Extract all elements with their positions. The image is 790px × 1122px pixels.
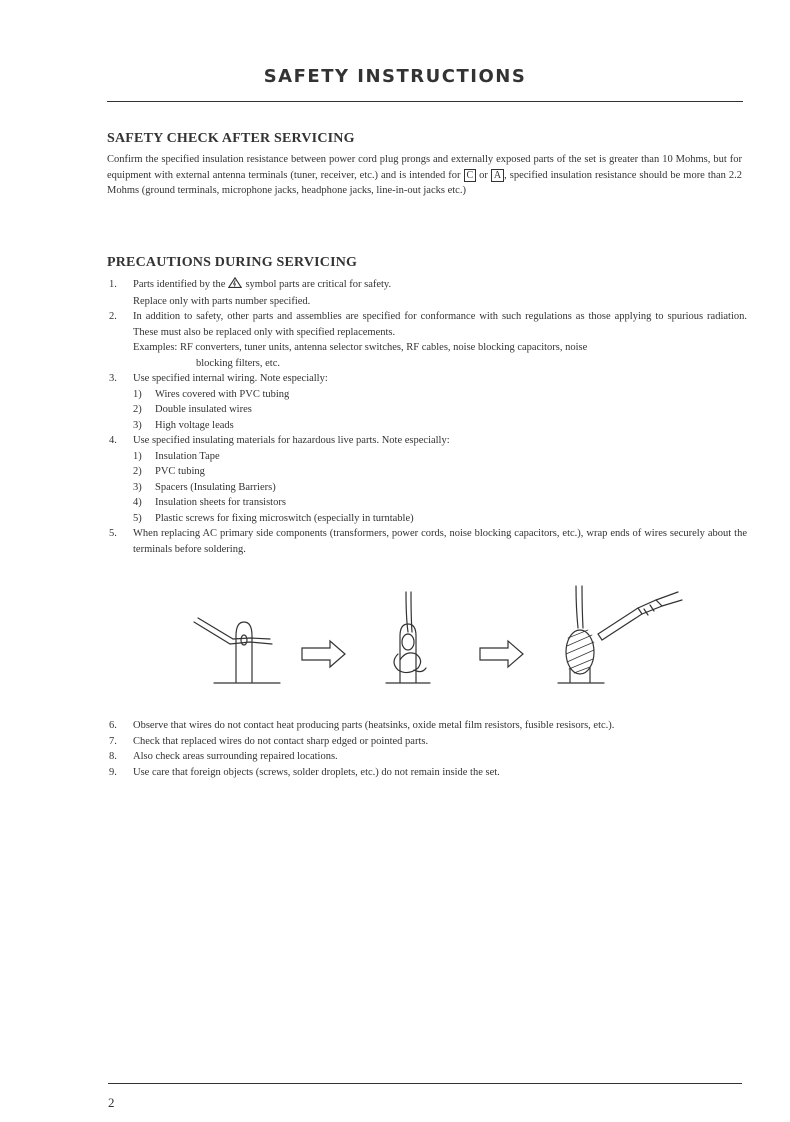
step-1-wire-insert: [194, 618, 280, 683]
precaution-item-3: [107, 371, 747, 433]
page-title: SAFETY INSTRUCTIONS: [263, 66, 527, 87]
safety-check-paragraph: [107, 152, 742, 199]
sub-item: 4) Insulation sheets for transistors: [133, 497, 286, 508]
item-3-text: Use specified internal wiring. Note especially:: [133, 373, 328, 384]
warning-triangle-icon: [228, 277, 242, 294]
item-2-text: In addition to safety, other parts and assemblies are specified for conformance with such regulations as those applying to spurious radiation. These must also be replaced only with specified replacements.: [133, 311, 747, 338]
step-3-soldering: [558, 586, 682, 683]
precaution-item-7: 7. Check that replaced wires do not contact sharp edged or pointed parts.: [109, 735, 429, 747]
item-1-text-pre: Parts identified by the: [133, 279, 226, 290]
sub-item: 2) Double insulated wires: [133, 404, 252, 415]
precaution-item-8: 8. Also check areas surrounding repaired locations.: [109, 751, 338, 762]
item-5-text: When replacing AC primary side components (transformers, power cords, noise blocking capacitors, etc.), wrap ends of wires securely about the terminals before soldering.: [133, 528, 747, 555]
safety-check-heading: SAFETY CHECK AFTER SERVICING: [107, 131, 355, 146]
item-number: 2.: [109, 311, 117, 322]
item-number: 4.: [109, 435, 117, 446]
item-1-line-2: Replace only with parts number specified.: [133, 295, 311, 307]
precaution-item-1: [107, 277, 747, 309]
sub-item: 5) Plastic screws for fixing microswitch (especially in turntable): [133, 512, 414, 524]
safety-check-text-2: , specified insulation resistance should be more than 2.2 Mohms (ground terminals, microphone jacks, headphone jacks, line-in-out jacks etc.): [107, 169, 743, 196]
page-number: 2: [108, 1095, 115, 1110]
sub-item: 2) PVC tubing: [133, 466, 205, 477]
title-rule: [107, 101, 743, 102]
arrow-right-icon: [480, 641, 523, 667]
sub-item: 3) Spacers (Insulating Barriers): [133, 481, 276, 493]
sub-item: 1) Insulation Tape: [133, 450, 220, 462]
item-number: 5.: [109, 528, 117, 539]
precaution-item-6: 6. Observe that wires do not contact heat producing parts (heatsinks, oxide metal film resistors, fusible resisors, etc.).: [109, 720, 615, 731]
item-4-text: Use specified insulating materials for hazardous live parts. Note especially:: [133, 435, 450, 446]
item-6-text: Observe that wires do not contact heat producing parts (heatsinks, oxide metal film resistors, fusible resisors, etc.).: [133, 720, 615, 731]
or-text: or: [479, 169, 488, 181]
class-c-box: C: [464, 169, 477, 182]
footer-rule: [108, 1083, 742, 1084]
step-2-wire-wrapped: [386, 592, 430, 683]
item-8-text: Also check areas surrounding repaired locations.: [133, 751, 338, 762]
precaution-item-2: [107, 309, 747, 371]
item-1-text-post: symbol parts are critical for safety.: [245, 279, 392, 290]
safety-check-text-1: Confirm the specified insulation resistance between power cord plug prongs and externally exposed parts of the set is greater than 10 Mohms, but for equipment with external antenna terminals (tuner, receiver, etc.) and is intended for: [107, 154, 742, 181]
sub-item: 1) Wires covered with PVC tubing: [133, 388, 290, 400]
item-2-examples-tail: blocking filters, etc.: [196, 357, 280, 369]
arrow-right-icon: [302, 641, 345, 667]
item-2-examples: Examples: RF converters, tuner units, antenna selector switches, RF cables, noise blocking capacitors, noise: [133, 342, 588, 353]
class-a-box: A: [491, 169, 504, 182]
item-number: 1.: [109, 279, 117, 290]
item-9-text: Use care that foreign objects (screws, solder droplets, etc.) do not remain inside the set.: [133, 766, 500, 778]
sub-item: 3) High voltage leads: [133, 419, 234, 431]
precautions-list: [107, 277, 747, 557]
wire-wrapping-diagram: [190, 578, 710, 690]
precautions-heading: PRECAUTIONS DURING SERVICING: [107, 255, 358, 270]
precaution-item-5: [107, 526, 747, 557]
item-number: 3.: [109, 373, 117, 384]
precaution-item-4: [107, 433, 747, 526]
item-7-text: Check that replaced wires do not contact sharp edged or pointed parts.: [133, 735, 429, 747]
precaution-item-9: 9. Use care that foreign objects (screws, solder droplets, etc.) do not remain inside the set.: [109, 766, 500, 778]
precautions-list-continued: [107, 718, 747, 780]
